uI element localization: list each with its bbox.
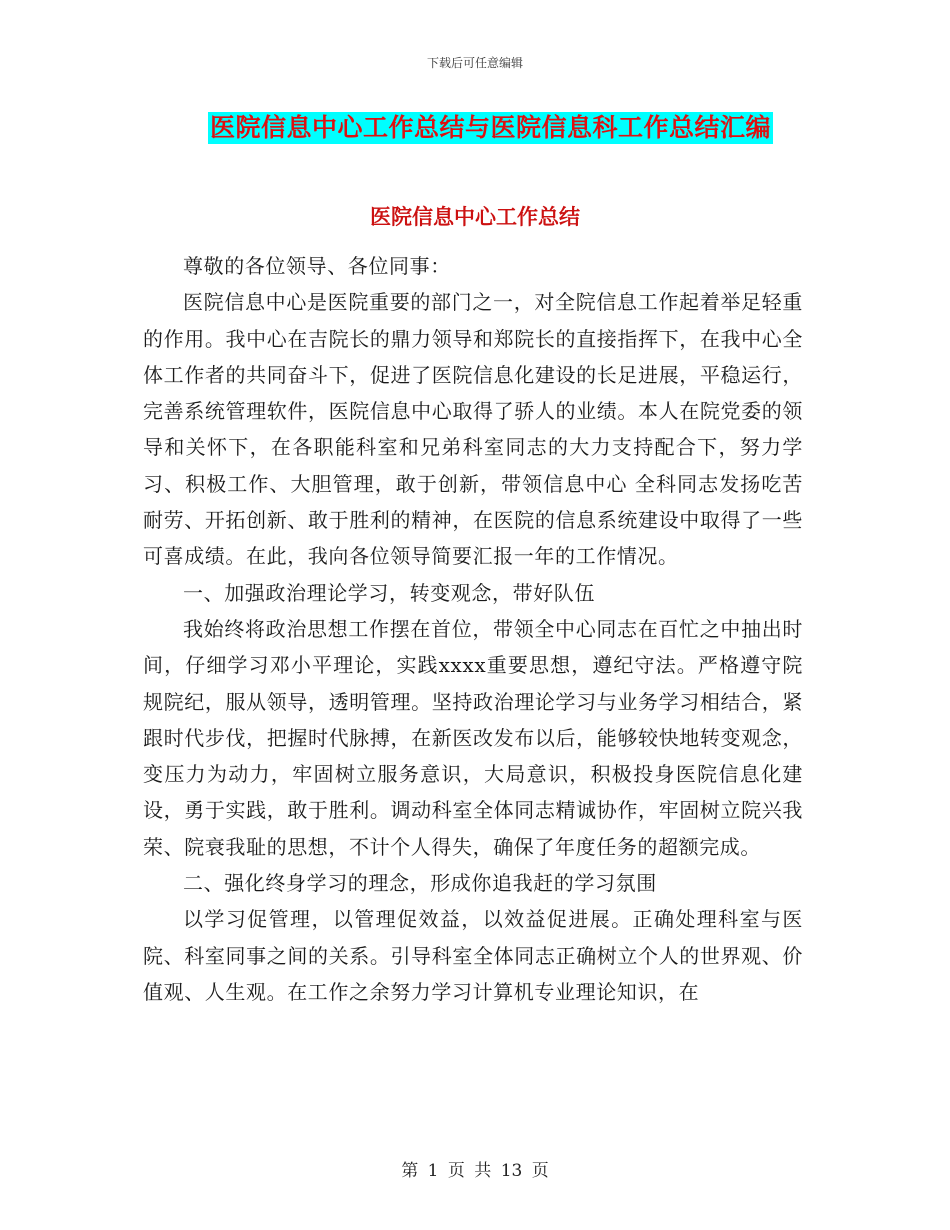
intro-paragraph: 医院信息中心是医院重要的部门之一，对全院信息工作起着举足轻重的作用。我中心在吉院长的鼎力领导和郑院长的直接指挥下，在我中心全体工作者的共同奋斗下，促进了医院信息化建设的长足进展，平稳运行，完善系统管理软件，医院信息中心取得了骄人的业绩。本人在院党委的领导和关怀下，在各职能科室和兄弟科室同志的大力支持配合下，努力学习、积极工作、大胆管理，敢于创新，带领信息中心 全科同志发扬吃苦耐劳、开拓创新、敢于胜利的精神，在医院的信息系统建设中取得了一些可喜成绩。在此，我向各位领导简要汇报一年的工作情况。 — [143, 290, 803, 569]
body-text — [143, 248, 803, 1010]
paragraph-one: 我始终将政治思想工作摆在首位，带领全中心同志在百忙之中抽出时间，仔细学习邓小平理论，实践xxxx重要思想，遵纪守法。严格遵守院规院纪，服从领导，透明管理。坚持政治理论学习与业务学习相结合，紧跟时代步伐，把握时代脉搏，在新医改发布以后，能够较快地转变观念，变压力为动力，牢固树立服务意识，大局意识，积极投身医院信息化建设，勇于实践，敢于胜利。调动科室全体同志精诚协作，牢固树立院兴我荣、院衰我耻的思想，不计个人得失，确保了年度任务的超额完成。 — [143, 616, 803, 859]
heading-two: 二、强化终身学习的理念，形成你追我赶的学习氛围 — [183, 871, 657, 896]
paragraph-two: 以学习促管理，以管理促效益，以效益促进展。正确处理科室与医院、科室同事之间的关系。引导科室全体同志正确树立个人的世界观、价值观、人生观。在工作之余努力学习计算机专业理论知识，在 — [143, 907, 803, 1004]
heading-one: 一、加强政治理论学习，转变观念，带好队伍 — [183, 580, 595, 605]
main-title: 医院信息中心工作总结与医院信息科工作总结汇编 — [210, 113, 772, 142]
header-note: 下载后可任意编辑 — [426, 56, 523, 70]
section-title: 医院信息中心工作总结 — [370, 204, 580, 229]
page-footer: 第 1 页 共 13 页 — [401, 1161, 549, 1181]
salutation-paragraph: 尊敬的各位领导、各位同事： — [183, 254, 451, 278]
